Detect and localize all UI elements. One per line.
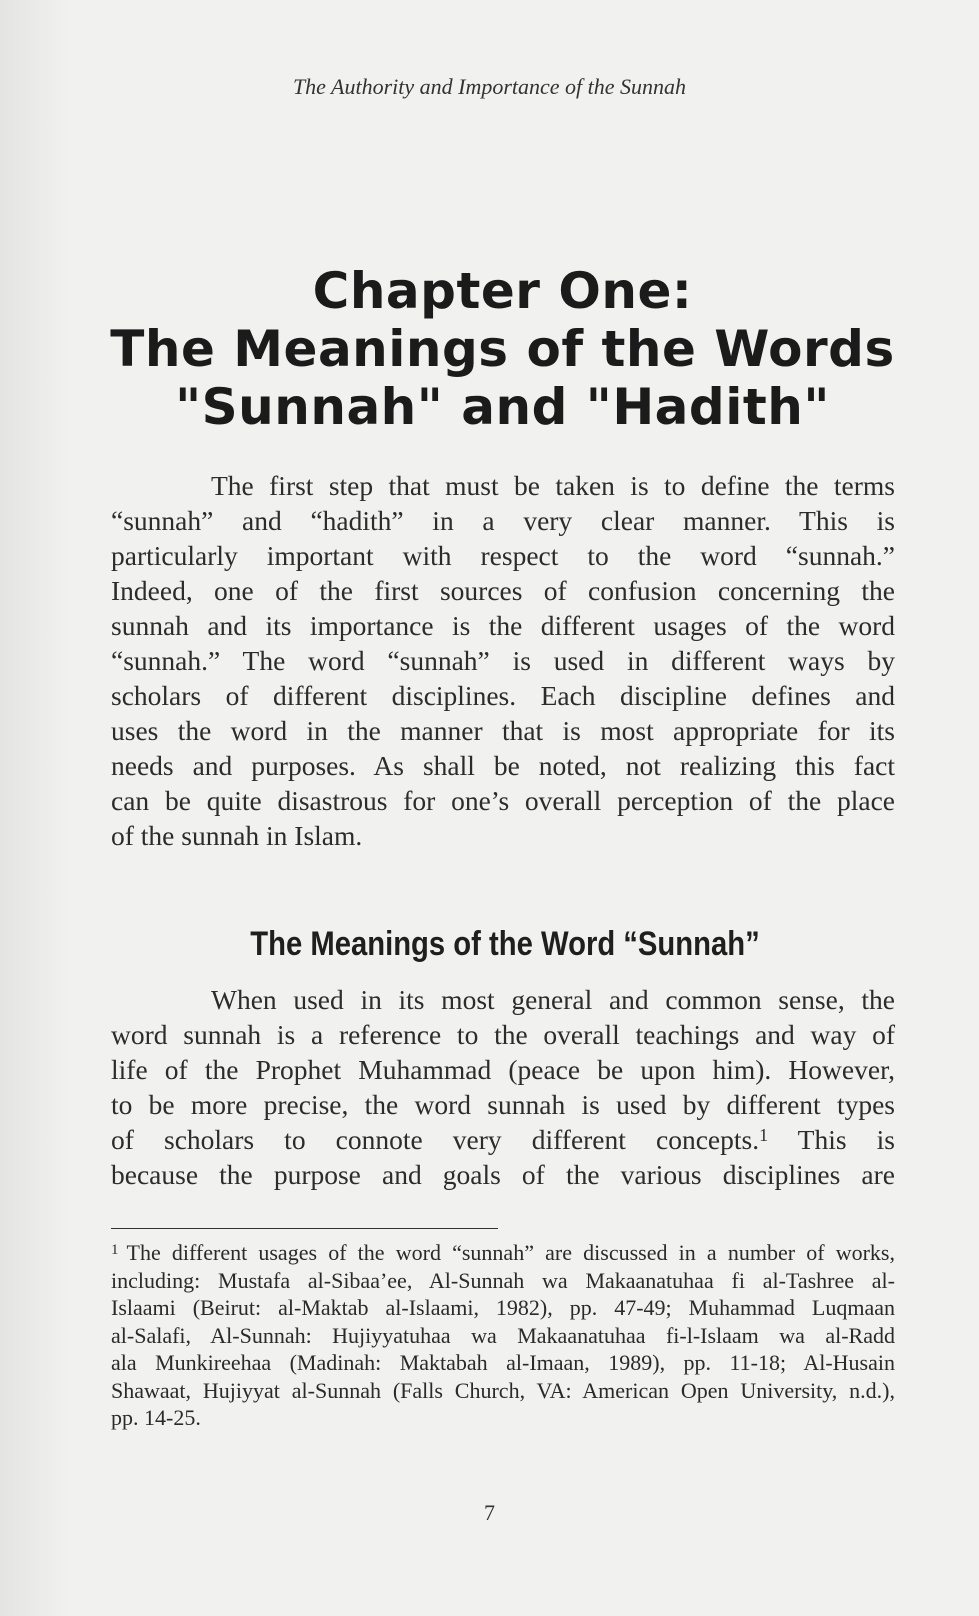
paragraph-line: word sunnah is a reference to the overall teachings and way of xyxy=(111,1019,895,1050)
section-heading: The Meanings of the Word “Sunnah” xyxy=(250,925,760,963)
footnote-reference: 1 xyxy=(759,1125,769,1145)
footnote-line: including: Mustafa al-Sibaa’ee, Al-Sunnah wa Makaanatuhaa fi al-Tashree al- xyxy=(111,1267,895,1293)
paragraph-line: of the sunnah in Islam. xyxy=(111,820,363,851)
paragraph-line: When used in its most general and common sense, the xyxy=(211,984,895,1015)
chapter-title-line-3: "Sunnah" and "Hadith" xyxy=(175,378,830,436)
footnote-line: Islaami (Beirut: al-Maktab al-Islaami, 1982), pp. 47-49; Muhammad Luqmaan xyxy=(111,1295,895,1320)
paragraph-text: This is xyxy=(768,1124,895,1155)
paragraph-line: can be quite disastrous for one’s overall perception of the place xyxy=(111,785,895,816)
paragraph-line: Indeed, one of the first sources of confusion concerning the xyxy=(111,575,895,606)
paragraph-line-with-footnote-ref xyxy=(111,1122,895,1157)
footnote-number: 1 xyxy=(111,1242,119,1258)
body-paragraph-2 xyxy=(111,982,895,1192)
chapter-title xyxy=(110,262,895,436)
paragraph-line: uses the word in the manner that is most appropriate for its xyxy=(111,715,895,746)
paragraph-line: life of the Prophet Muhammad (peace be upon him). However, xyxy=(111,1054,895,1085)
footnote-line: al-Salafi, Al-Sunnah: Hujiyyatuhaa wa Makaanatuhaa fi-l-Islaam wa al-Radd xyxy=(111,1322,895,1348)
paragraph-line: needs and purposes. As shall be noted, not realizing this fact xyxy=(111,750,895,781)
paragraph-line: sunnah and its importance is the different usages of the word xyxy=(111,610,895,641)
footnote-line: ala Munkireehaa (Madinah: Maktabah al-Imaan, 1989), pp. 11-18; Al-Husain xyxy=(111,1350,895,1375)
footnote-text: The different usages of the word “sunnah” are discussed in a number of works, xyxy=(126,1240,895,1265)
paragraph-line: “sunnah.” The word “sunnah” is used in different ways by xyxy=(111,645,895,676)
footnote-line: Shawaat, Hujiyyat al-Sunnah (Falls Church, VA: American Open University, n.d.), xyxy=(111,1377,895,1403)
body-paragraph-1 xyxy=(111,468,895,853)
page-number: 7 xyxy=(484,1500,495,1525)
footnote-divider xyxy=(111,1228,498,1229)
footnote-line xyxy=(111,1239,895,1267)
paragraph-line: scholars of different disciplines. Each discipline defines and xyxy=(111,680,895,711)
page-edge-shadow xyxy=(0,0,70,1616)
paragraph-line: because the purpose and goals of the various disciplines are xyxy=(111,1159,895,1190)
chapter-title-line-1: Chapter One: xyxy=(312,262,693,320)
running-header: The Authority and Importance of the Sunnah xyxy=(292,74,687,99)
footnote-line: pp. 14-25. xyxy=(111,1405,201,1430)
footnote xyxy=(111,1239,895,1432)
paragraph-line: “sunnah” and “hadith” in a very clear manner. This is xyxy=(111,505,895,536)
paragraph-line: to be more precise, the word sunnah is used by different types xyxy=(111,1089,895,1120)
paragraph-line: The first step that must be taken is to define the terms xyxy=(211,470,895,501)
paragraph-text: of scholars to connote very different concepts. xyxy=(111,1124,760,1155)
paragraph-line: particularly important with respect to the word “sunnah.” xyxy=(111,540,895,571)
chapter-title-line-2: The Meanings of the Words xyxy=(110,320,895,378)
